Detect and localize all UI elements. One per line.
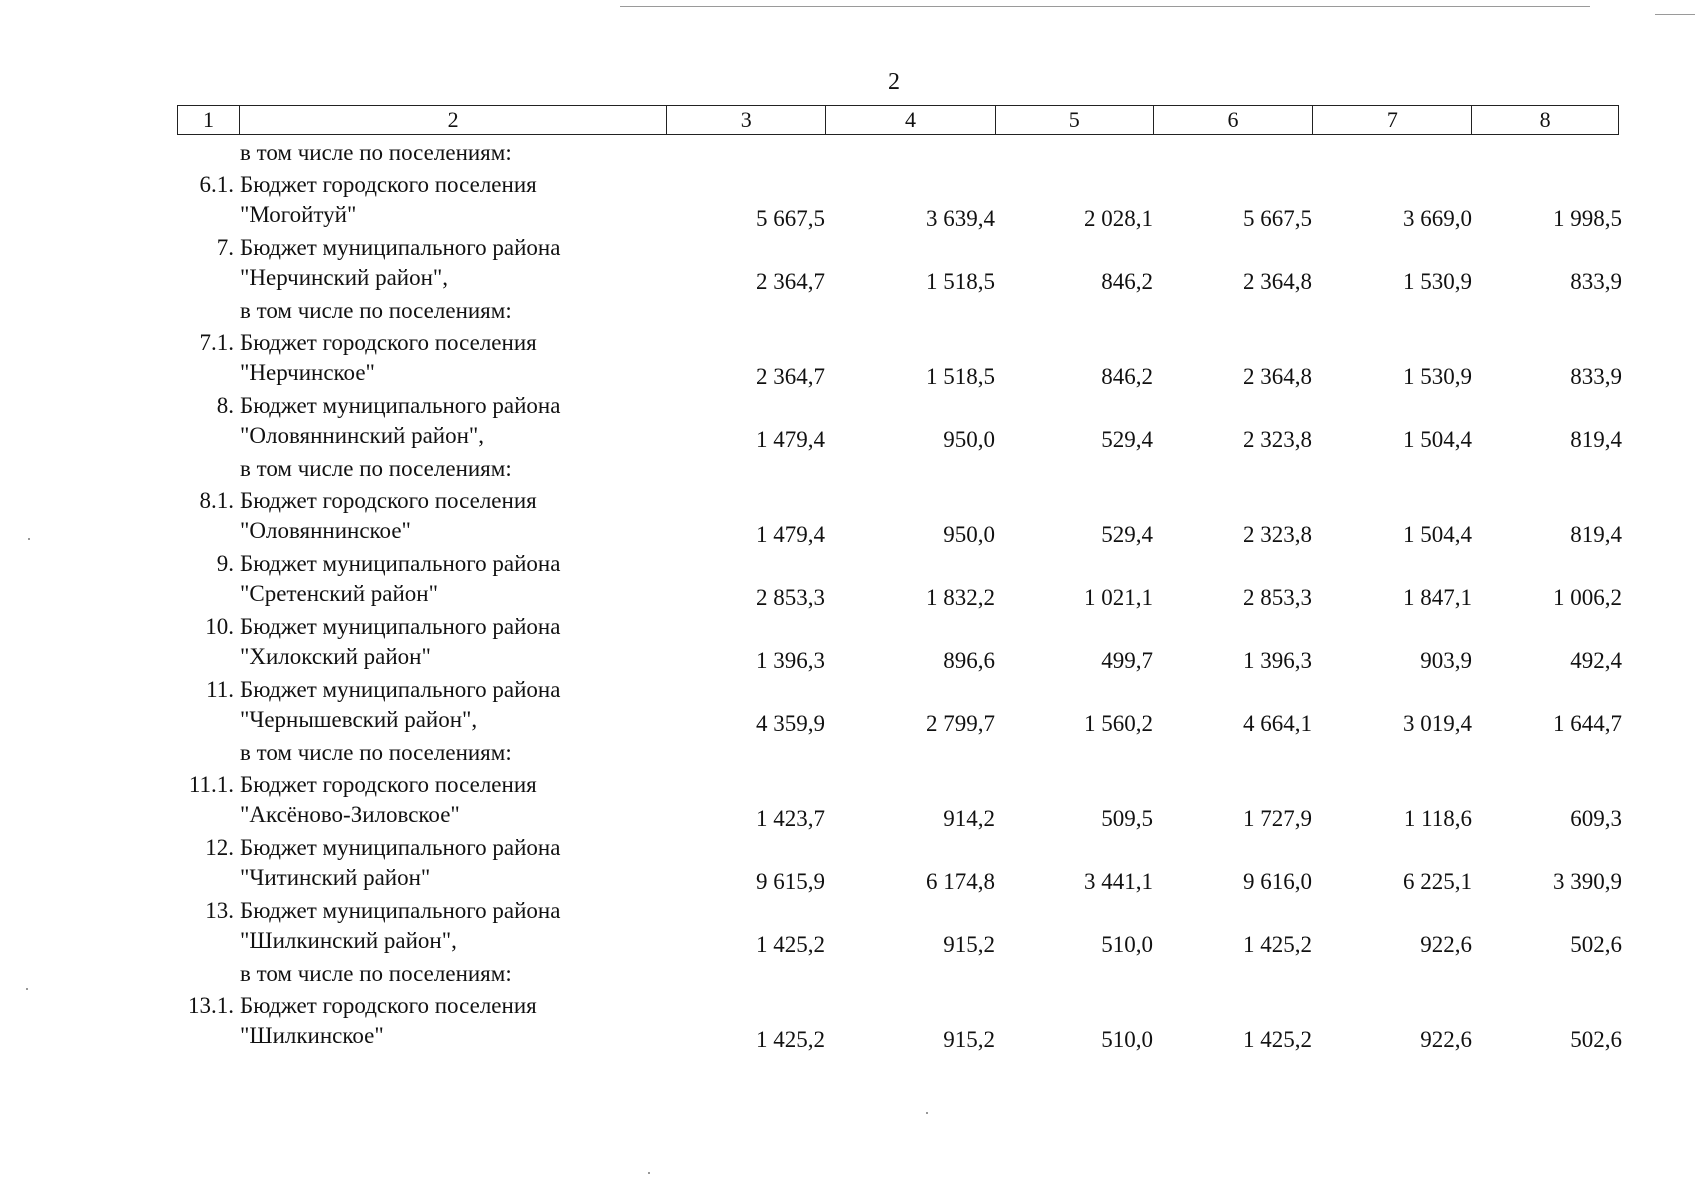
subheading-label: в том числе по поселениям: <box>240 140 512 165</box>
subheading-label: в том числе по поселениям: <box>240 298 512 323</box>
header-cell-1: 1 <box>178 106 240 134</box>
value-col-7: 1 530,9 <box>1403 364 1472 389</box>
row-label-line: "Оловяннинское" <box>240 518 411 543</box>
subheading-row <box>0 456 1707 486</box>
value-col-3: 1 396,3 <box>756 648 825 673</box>
value-col-7: 1 118,6 <box>1403 806 1472 831</box>
value-col-4: 6 174,8 <box>926 869 995 894</box>
value-col-4: 896,6 <box>943 648 995 673</box>
row-label-line: "Хилокский район" <box>240 644 431 669</box>
row-number: 6.1. <box>199 172 234 197</box>
value-col-8: 1 644,7 <box>1553 711 1622 736</box>
row-label-line: Бюджет городского поселения <box>240 172 537 197</box>
value-col-8: 1 998,5 <box>1553 206 1622 231</box>
column-header-row <box>177 105 1619 135</box>
value-col-8: 819,4 <box>1570 522 1622 547</box>
row-number: 13. <box>205 898 234 923</box>
value-col-7: 1 530,9 <box>1403 269 1472 294</box>
value-col-3: 5 667,5 <box>756 206 825 231</box>
value-col-5: 510,0 <box>1101 1027 1153 1052</box>
value-col-8: 3 390,9 <box>1553 869 1622 894</box>
value-col-7: 3 669,0 <box>1403 206 1472 231</box>
subheading-row <box>0 740 1707 770</box>
value-col-6: 2 364,8 <box>1243 364 1312 389</box>
row-number: 12. <box>205 835 234 860</box>
value-col-5: 1 560,2 <box>1084 711 1153 736</box>
value-col-3: 4 359,9 <box>756 711 825 736</box>
budget-row <box>0 993 1707 1053</box>
subheading-row <box>0 961 1707 991</box>
value-col-6: 1 425,2 <box>1243 932 1312 957</box>
value-col-4: 1 518,5 <box>926 269 995 294</box>
value-col-7: 6 225,1 <box>1403 869 1472 894</box>
row-number: 8. <box>216 393 234 418</box>
header-cell-7: 7 <box>1313 106 1472 134</box>
row-label-line: "Нерчинское" <box>240 360 375 385</box>
value-col-4: 914,2 <box>943 806 995 831</box>
row-number: 13.1. <box>188 993 234 1018</box>
value-col-8: 833,9 <box>1570 364 1622 389</box>
row-number: 9. <box>216 551 234 576</box>
value-col-5: 2 028,1 <box>1084 206 1153 231</box>
budget-row <box>0 835 1707 895</box>
row-number: 8.1. <box>199 488 234 513</box>
value-col-5: 529,4 <box>1101 427 1153 452</box>
value-col-5: 509,5 <box>1101 806 1153 831</box>
value-col-7: 903,9 <box>1420 648 1472 673</box>
value-col-3: 2 364,7 <box>756 364 825 389</box>
value-col-6: 5 667,5 <box>1243 206 1312 231</box>
subheading-label: в том числе по поселениям: <box>240 740 512 765</box>
value-col-5: 529,4 <box>1101 522 1153 547</box>
budget-row <box>0 235 1707 295</box>
value-col-3: 1 423,7 <box>756 806 825 831</box>
value-col-4: 915,2 <box>943 932 995 957</box>
value-col-6: 2 323,8 <box>1243 427 1312 452</box>
value-col-3: 1 479,4 <box>756 427 825 452</box>
value-col-3: 2 364,7 <box>756 269 825 294</box>
subheading-label: в том числе по поселениям: <box>240 961 512 986</box>
value-col-6: 4 664,1 <box>1243 711 1312 736</box>
budget-row <box>0 551 1707 611</box>
row-label-line: "Шилкинский район", <box>240 928 457 953</box>
value-col-8: 833,9 <box>1570 269 1622 294</box>
budget-row <box>0 614 1707 674</box>
value-col-6: 1 425,2 <box>1243 1027 1312 1052</box>
header-cell-5: 5 <box>996 106 1154 134</box>
header-cell-8: 8 <box>1539 107 1551 132</box>
budget-row <box>0 172 1707 232</box>
row-label-line: Бюджет городского поселения <box>240 993 537 1018</box>
value-col-4: 2 799,7 <box>926 711 995 736</box>
row-label-line: Бюджет муниципального района <box>240 393 561 418</box>
value-col-3: 1 425,2 <box>756 932 825 957</box>
budget-row <box>0 393 1707 453</box>
value-col-4: 1 832,2 <box>926 585 995 610</box>
scan-edge-line-short <box>1655 14 1695 15</box>
value-col-4: 950,0 <box>943 427 995 452</box>
row-label-line: Бюджет муниципального района <box>240 551 561 576</box>
value-col-5: 3 441,1 <box>1084 869 1153 894</box>
row-label-line: "Читинский район" <box>240 865 431 890</box>
row-label-line: "Шилкинское" <box>240 1023 384 1048</box>
row-label-line: "Сретенский район" <box>240 581 438 606</box>
value-col-4: 915,2 <box>943 1027 995 1052</box>
value-col-6: 1 727,9 <box>1243 806 1312 831</box>
value-col-6: 2 323,8 <box>1243 522 1312 547</box>
value-col-7: 1 504,4 <box>1403 427 1472 452</box>
row-label-line: "Могойтуй" <box>240 202 357 227</box>
row-number: 7.1. <box>199 330 234 355</box>
value-col-8: 502,6 <box>1570 1027 1622 1052</box>
page-number: 2 <box>888 69 900 95</box>
budget-row <box>0 772 1707 832</box>
budget-row <box>0 677 1707 737</box>
value-col-4: 1 518,5 <box>926 364 995 389</box>
value-col-6: 2 364,8 <box>1243 269 1312 294</box>
row-number: 11.1. <box>188 772 234 797</box>
value-col-7: 922,6 <box>1420 1027 1472 1052</box>
row-label-line: Бюджет городского поселения <box>240 488 537 513</box>
value-col-7: 1 847,1 <box>1403 585 1472 610</box>
subheading-row <box>0 298 1707 328</box>
row-label-line: Бюджет муниципального района <box>240 614 561 639</box>
scan-edge-line <box>620 6 1590 7</box>
value-col-8: 1 006,2 <box>1553 585 1622 610</box>
value-col-4: 950,0 <box>943 522 995 547</box>
value-col-3: 1 479,4 <box>756 522 825 547</box>
budget-row <box>0 330 1707 390</box>
row-label-line: "Аксёново-Зиловское" <box>240 802 460 827</box>
header-cell-6: 6 <box>1154 106 1314 134</box>
scan-speck <box>926 1112 928 1114</box>
value-col-7: 3 019,4 <box>1403 711 1472 736</box>
value-col-5: 846,2 <box>1101 364 1153 389</box>
value-col-4: 3 639,4 <box>926 206 995 231</box>
subheading-row <box>0 140 1707 170</box>
value-col-5: 846,2 <box>1101 269 1153 294</box>
row-label-line: Бюджет городского поселения <box>240 772 537 797</box>
value-col-8: 819,4 <box>1570 427 1622 452</box>
header-cell-2: 2 <box>240 106 667 134</box>
scan-speck <box>648 1172 650 1174</box>
value-col-6: 9 616,0 <box>1243 869 1312 894</box>
row-number: 11. <box>206 677 234 702</box>
value-col-8: 502,6 <box>1570 932 1622 957</box>
row-label-line: "Чернышевский район", <box>240 707 478 732</box>
row-label-line: "Нерчинский район", <box>240 265 449 290</box>
value-col-3: 1 425,2 <box>756 1027 825 1052</box>
row-label-line: Бюджет муниципального района <box>240 898 561 923</box>
row-label-line: Бюджет муниципального района <box>240 835 561 860</box>
row-label-line: Бюджет городского поселения <box>240 330 537 355</box>
budget-row <box>0 898 1707 958</box>
value-col-5: 1 021,1 <box>1084 585 1153 610</box>
value-col-8: 609,3 <box>1570 806 1622 831</box>
value-col-7: 1 504,4 <box>1403 522 1472 547</box>
row-label-line: "Оловяннинский район", <box>240 423 485 448</box>
subheading-label: в том числе по поселениям: <box>240 456 512 481</box>
value-col-5: 510,0 <box>1101 932 1153 957</box>
value-col-3: 2 853,3 <box>756 585 825 610</box>
value-col-6: 1 396,3 <box>1243 648 1312 673</box>
header-cell-4: 4 <box>826 106 996 134</box>
row-label-line: Бюджет муниципального района <box>240 235 561 260</box>
value-col-7: 922,6 <box>1420 932 1472 957</box>
budget-row <box>0 488 1707 548</box>
value-col-3: 9 615,9 <box>756 869 825 894</box>
row-number: 10. <box>205 614 234 639</box>
row-number: 7. <box>216 235 234 260</box>
row-label-line: Бюджет муниципального района <box>240 677 561 702</box>
value-col-8: 492,4 <box>1570 648 1622 673</box>
header-cell-3: 3 <box>667 106 826 134</box>
value-col-5: 499,7 <box>1101 648 1153 673</box>
value-col-6: 2 853,3 <box>1243 585 1312 610</box>
